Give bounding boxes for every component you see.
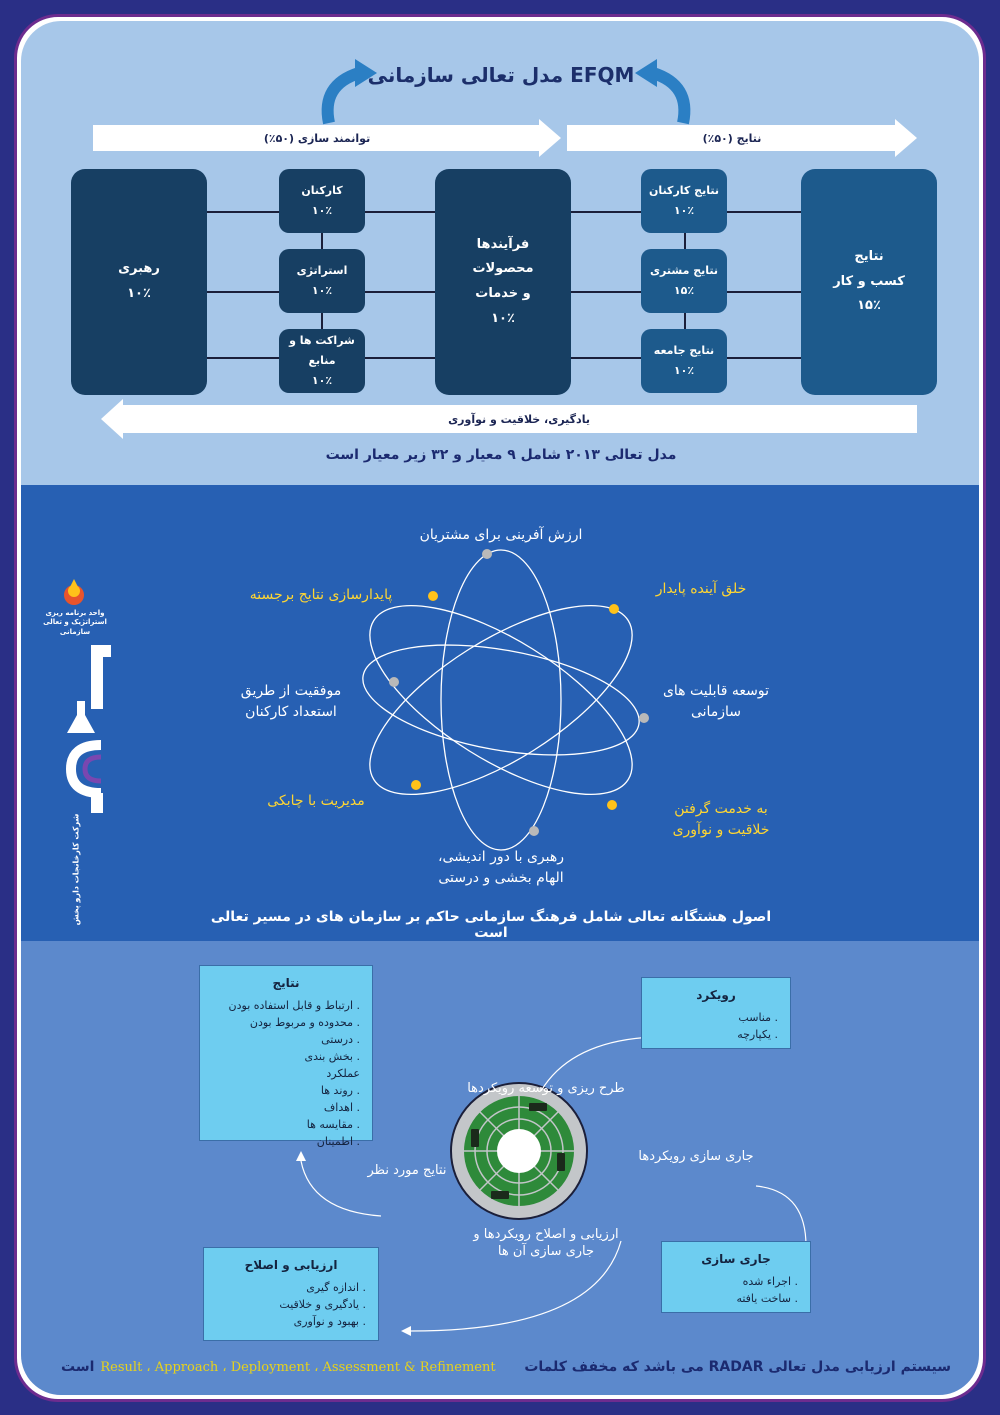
page-frame <box>14 14 986 1402</box>
results-band: نتایج (۵۰٪) <box>567 125 897 151</box>
label-plan: طرح ریزی و توسعه رویکردها <box>467 1081 625 1096</box>
concept-leading-line1: رهبری با دور اندیشی، <box>437 849 565 865</box>
radar-section <box>21 941 979 1395</box>
strategy-box <box>279 249 365 313</box>
leadership-pct: ۱۰٪ <box>127 286 151 301</box>
processes-line1: فرآیندها <box>476 236 530 252</box>
partnerships-pct: ۱۰٪ <box>311 373 333 387</box>
logo-caption-line2: استراتژیک و تعالی <box>43 618 107 627</box>
society-results-box <box>641 329 727 393</box>
concepts-caption: اصول هشتگانه تعالی شامل فرهنگ سازمانی حاکم بر سازمان های در مسیر تعالی است <box>210 909 772 941</box>
results-card-item: . مقایسه ها <box>306 1117 360 1131</box>
approach-card-item: . مناسب <box>738 1010 778 1024</box>
assess-card <box>203 1247 379 1341</box>
results-card-item: . بخش بندی <box>304 1049 360 1063</box>
deploy-card <box>661 1241 811 1313</box>
label-deploy: جاری سازی رویکردها <box>638 1149 754 1164</box>
enablers-arrow-head-icon <box>539 119 563 157</box>
concept-outstanding-results: پایدارسازی نتایج برجسته <box>249 587 393 603</box>
concept-adding-value: ارزش آفرینی برای مشتریان <box>419 527 583 543</box>
footer-words: Result ، Approach ، Deployment ، Assessment & Refinement <box>100 1359 496 1375</box>
approach-card <box>641 977 791 1049</box>
society-results-label: نتایج جامعه <box>653 344 715 358</box>
processes-box <box>435 169 571 395</box>
processes-line3: و خدمات <box>475 286 531 301</box>
results-card-item: . اهداف <box>323 1100 360 1114</box>
flame-logo-icon <box>59 577 89 607</box>
footer-text: سیستم ارزیابی مدل تعالی RADAR می باشد که مخفف کلمات <box>524 1359 951 1375</box>
company-logo-mark <box>51 645 111 815</box>
leadership-label: رهبری <box>118 261 160 277</box>
business-results-line2: کسب و کار <box>833 273 905 289</box>
results-card-item: . اطمینان <box>316 1134 360 1148</box>
deploy-card-item: . اجراء شده <box>742 1274 798 1288</box>
partnerships-label: شراکت ها و منابع <box>289 334 355 368</box>
processes-pct: ۱۰٪ <box>491 310 515 326</box>
results-card-item: عملکرد <box>326 1066 360 1080</box>
processes-line2: محصولات <box>472 261 534 277</box>
results-arrow-head-icon <box>895 119 919 157</box>
people-label: کارکنان <box>301 184 343 198</box>
concept-creativity-line2: خلاقیت و نوآوری <box>672 822 770 838</box>
enablers-band: توانمند سازی (۵۰٪) <box>93 125 541 151</box>
customer-results-box <box>641 249 727 313</box>
deploy-card-item: . ساخت یافته <box>736 1291 798 1305</box>
people-results-pct: ۱۰٪ <box>673 204 695 217</box>
assess-card-item: . یادگیری و خلاقیت <box>279 1297 366 1311</box>
logo-caption-line3: سازمانی <box>59 627 91 636</box>
business-results-line1: نتایج <box>854 248 884 264</box>
efqm-model-section <box>21 21 979 485</box>
customer-results-pct: ۱۵٪ <box>673 284 695 297</box>
people-results-label: نتایج کارکنان <box>649 184 719 198</box>
assess-card-title: ارزیابی و اصلاح <box>244 1258 338 1272</box>
efqm-summary: مدل تعالی ۲۰۱۳ شامل ۹ معیار و ۳۲ زیر معیار است <box>325 447 677 463</box>
logo-caption-line1: واحد برنامه ریزی <box>45 609 105 617</box>
results-card-item: . محدوده و مربوط بودن <box>249 1015 360 1029</box>
learning-band: یادگیری، خلاقیت و نوآوری <box>121 405 917 433</box>
concept-talent-line1: موفقیت از طریق <box>240 683 342 699</box>
logo-caption <box>33 609 117 637</box>
concept-capability <box>641 681 791 723</box>
radar-footer <box>61 1359 951 1375</box>
assess-card-item: . اندازه گیری <box>306 1280 366 1294</box>
label-assess-line1: ارزیابی و اصلاح رویکردها و <box>473 1227 619 1242</box>
results-card-title: نتایج <box>272 976 300 990</box>
footer-end: است <box>61 1359 95 1375</box>
concept-talent-line2: استعداد کارکنان <box>245 704 337 720</box>
society-results-pct: ۱۰٪ <box>673 364 695 377</box>
label-assess-line2: جاری سازی آن ها <box>497 1243 595 1259</box>
concept-capability-line2: سازمانی <box>690 704 742 720</box>
strategy-pct: ۱۰٪ <box>311 284 333 297</box>
concept-creativity-line1: به خدمت گرفتن <box>674 801 768 817</box>
results-card <box>199 965 373 1148</box>
concept-creativity <box>641 799 801 841</box>
concept-leading-line2: الهام بخشی و درستی <box>438 870 564 886</box>
people-results-box <box>641 169 727 233</box>
concept-talent <box>221 681 361 723</box>
approach-card-title: رویکرد <box>696 988 736 1002</box>
learning-arrow-head-icon <box>99 399 123 439</box>
strategy-label: استراتژی <box>296 264 348 278</box>
deploy-card-title: جاری سازی <box>701 1252 771 1266</box>
results-card-item: . روند ها <box>320 1083 360 1097</box>
fundamental-concepts-section <box>21 485 979 941</box>
label-results: نتایج مورد نظر <box>367 1163 447 1178</box>
concept-capability-line1: توسعه قابلیت های <box>662 683 770 699</box>
people-box <box>279 169 365 233</box>
leadership-box <box>71 169 207 395</box>
company-name: شرکت کارخانجات دارو پخش <box>71 813 81 926</box>
results-card-item: . درستی <box>321 1032 360 1046</box>
partnerships-box <box>279 329 365 393</box>
concept-sustainable-future: خلق آینده پایدار <box>655 581 747 597</box>
results-card-item: . ارتباط و قابل استفاده بودن <box>228 998 360 1012</box>
assess-card-item: . بهبود و نوآوری <box>293 1314 366 1328</box>
efqm-title: مدل تعالی سازمانی EFQM <box>367 63 635 87</box>
customer-results-label: نتایج مشتری <box>649 264 719 278</box>
people-pct: ۱۰٪ <box>311 204 333 217</box>
concept-leading <box>401 847 601 889</box>
concept-agility: مدیریت با چابکی <box>267 793 365 809</box>
label-assess <box>451 1227 641 1261</box>
approach-card-item: . یکپارچه <box>737 1027 778 1041</box>
business-results-pct: ۱۵٪ <box>857 298 881 314</box>
business-results-box <box>801 169 937 395</box>
